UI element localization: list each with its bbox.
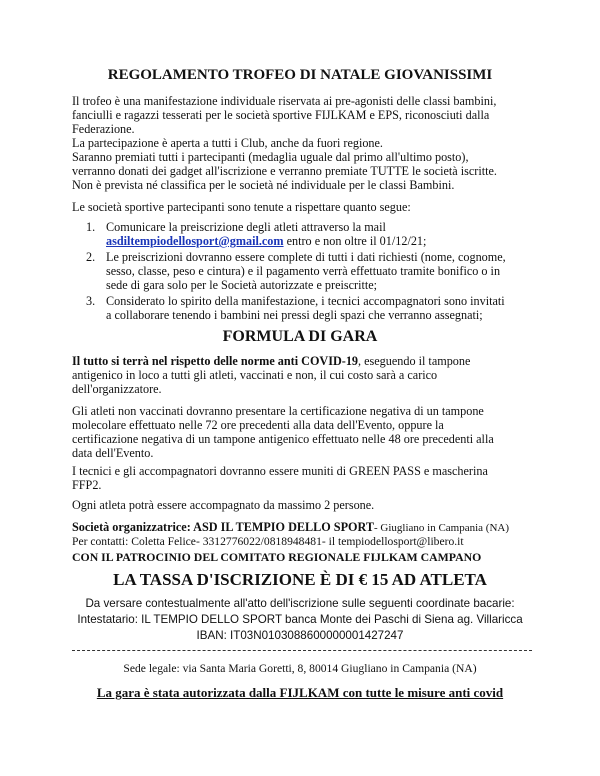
rule-number: 1.: [86, 220, 96, 234]
address-line: Sede legale: via Santa Maria Goretti, 8, 80014 Giugliano in Campania (NA): [123, 662, 477, 675]
dashed-divider: [72, 650, 532, 651]
intro-line: fanciulli e ragazzi tesserati per le società sportive FIJLKAM e EPS, riconosciuti dalla: [72, 108, 490, 122]
authorization-line: La gara è stata autorizzata dalla FIJLKAM con tutte le misure anti covid: [96, 685, 504, 700]
intro-line: Il trofeo è una manifestazione individuale riservata ai pre-agonisti delle classi bambini,: [72, 94, 497, 108]
document-title: REGOLAMENTO TROFEO DI NATALE GIOVANISSIMI: [107, 67, 493, 83]
greenpass-line: FFP2.: [72, 478, 102, 492]
intro-line: Non è prevista né classifica per le società né individuale per le classi Bambini.: [72, 178, 455, 192]
unvaccinated-line: Gli atleti non vaccinati dovranno presentare la certificazione negativa di un tampone: [72, 404, 484, 418]
patronage-line: CON IL PATROCINIO DEL COMITATO REGIONALE FIJLKAM CAMPANO: [72, 550, 482, 564]
organizer-line: [72, 520, 509, 535]
rule-line-rest: entro e non oltre il 01/12/21;: [283, 234, 427, 248]
intro-line: verranno donati dei gadget all'iscrizione e verranno premiate TUTTE le società iscritte.: [72, 164, 497, 178]
intro-line: La partecipazione è aperta a tutti i Club, anche da fuori regione.: [72, 136, 383, 150]
rules-intro: Le società sportive partecipanti sono tenute a rispettare quanto segue:: [72, 200, 411, 214]
unvaccinated-line: molecolare effettuato nelle 72 ore precedenti alla data dell'Evento, oppure la: [72, 418, 444, 432]
rule-line: sede di gara solo per le Società autorizzate e preiscritte;: [106, 278, 378, 292]
unvaccinated-line: data dell'Evento.: [72, 446, 154, 460]
rule-line: Considerato lo spirito della manifestazione, i tecnici accompagnatori sono invitati: [106, 294, 505, 308]
covid-line: antigenico in loco a tutti gli atleti, vaccinati e non, il cui costo sarà a carico: [72, 368, 438, 382]
organizer-bold: Società organizzatrice: ASD IL TEMPIO DELLO SPORT: [72, 520, 374, 534]
formula-title: FORMULA DI GARA: [222, 328, 378, 345]
covid-bold: Il tutto si terrà nel rispetto delle norme anti COVID-19: [72, 354, 359, 368]
bank-line: Da versare contestualmente all'atto dell'iscrizione sulle seguenti coordinate bacarie:: [85, 597, 515, 610]
bank-iban: IBAN: IT03N0103088600000001427247: [196, 629, 404, 642]
covid-rest: , eseguendo il tampone: [358, 354, 471, 368]
rule-line: a collaborare tenendo i bambini nei pressi degli spazi che verranno assegnati;: [106, 308, 483, 322]
rule-line: Le preiscrizioni dovranno essere complete di tutti i dati richiesti (nome, cognome,: [106, 250, 506, 264]
email-link[interactable]: asdiltempiodellosport@gmail.com: [106, 234, 284, 248]
unvaccinated-line: certificazione negativa di un tampone antigenico effettuato nelle 48 ore precedenti alla: [72, 432, 494, 446]
fee-heading: LA TASSA D'ISCRIZIONE È DI € 15 AD ATLETA: [113, 570, 487, 589]
organizer-rest: - Giugliano in Campania (NA): [374, 522, 510, 534]
covid-line: [72, 354, 470, 368]
greenpass-line: I tecnici e gli accompagnatori dovranno essere muniti di GREEN PASS e mascherina: [72, 464, 488, 478]
rule-line: Comunicare la preiscrizione degli atleti attraverso la mail: [106, 220, 386, 234]
contacts-line: Per contatti: Coletta Felice- 3312776022/0818948481- il tempiodellosport@libero.it: [72, 535, 464, 548]
rule-line: [106, 234, 426, 248]
rule-number: 2.: [86, 250, 96, 264]
rule-line: sesso, classe, peso e cintura) e il pagamento verrà effettuato tramite bonifico o in: [106, 264, 501, 278]
intro-line: Federazione.: [72, 122, 135, 136]
intro-line: Saranno premiati tutti i partecipanti (medaglia uguale dal primo all'ultimo posto),: [72, 150, 469, 164]
bank-line: Intestatario: IL TEMPIO DELLO SPORT banca Monte dei Paschi di Siena ag. Villaricca: [77, 613, 523, 626]
companion-note: Ogni atleta potrà essere accompagnato da massimo 2 persone.: [72, 498, 375, 512]
covid-line: dell'organizzatore.: [72, 382, 162, 396]
rule-number: 3.: [86, 294, 96, 308]
